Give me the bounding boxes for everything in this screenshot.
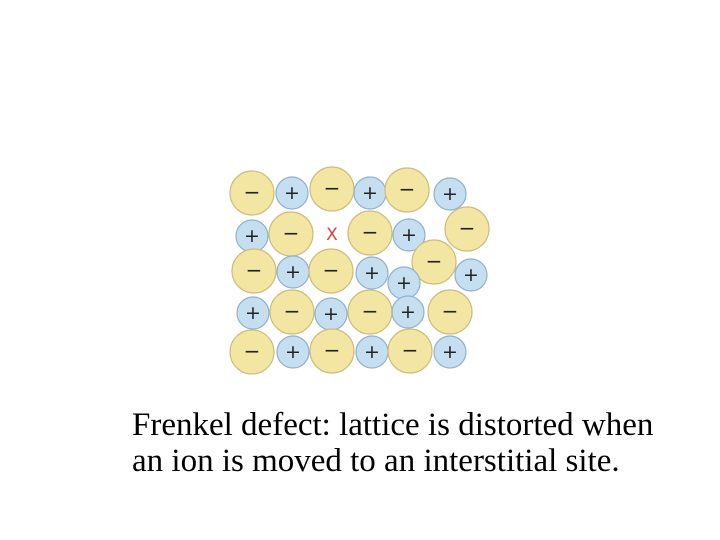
anion [388,329,432,373]
cation [356,336,388,368]
minus-sign: − [458,216,476,240]
plus-sign: + [442,341,458,363]
plus-sign: + [442,183,458,205]
minus-sign: − [425,249,443,273]
minus-sign: − [361,220,379,244]
anion [269,212,313,256]
anion [348,290,392,334]
minus-sign: − [398,177,416,201]
anion [445,207,489,251]
anion [348,211,392,255]
minus-sign: − [361,299,379,323]
plus-sign: + [364,262,380,284]
minus-sign: − [323,176,341,200]
anion [310,167,354,211]
anion [309,249,353,293]
cation [388,267,420,299]
minus-sign: − [322,258,340,282]
cation [392,296,424,328]
plus-sign: + [285,341,301,363]
caption [132,407,712,479]
minus-sign: − [243,180,261,204]
anion [428,290,472,334]
cation [236,220,268,252]
minus-sign: − [243,339,261,363]
plus-sign: + [245,302,261,324]
plus-sign: + [323,303,339,325]
minus-sign: − [323,338,341,362]
anion [230,330,274,374]
plus-sign: + [285,261,301,283]
plus-sign: + [362,182,378,204]
plus-sign: + [400,301,416,323]
cation [434,178,466,210]
caption-line-1: Frenkel defect: lattice is distorted when [132,407,654,443]
cation [354,177,386,209]
plus-sign: + [364,341,380,363]
cation [356,257,388,289]
cation [277,256,309,288]
plus-sign: + [244,225,260,247]
cation [276,177,308,209]
cation [455,259,487,291]
anion [232,249,276,293]
cation [277,336,309,368]
minus-sign: − [441,299,459,323]
minus-sign: − [282,221,300,245]
anion [270,290,314,334]
plus-sign: + [284,182,300,204]
minus-sign: − [283,299,301,323]
plus-sign: + [463,264,479,286]
minus-sign: − [401,338,419,362]
cation [434,336,466,368]
caption-line-2: an ion is moved to an interstitial site. [132,443,620,479]
plus-sign: + [401,224,417,246]
cation [315,298,347,330]
anion [230,171,274,215]
vacancy-marker: X [326,225,338,245]
cation [237,297,269,329]
anion [385,168,429,212]
anion [310,329,354,373]
minus-sign: − [245,258,263,282]
plus-sign: + [396,272,412,294]
